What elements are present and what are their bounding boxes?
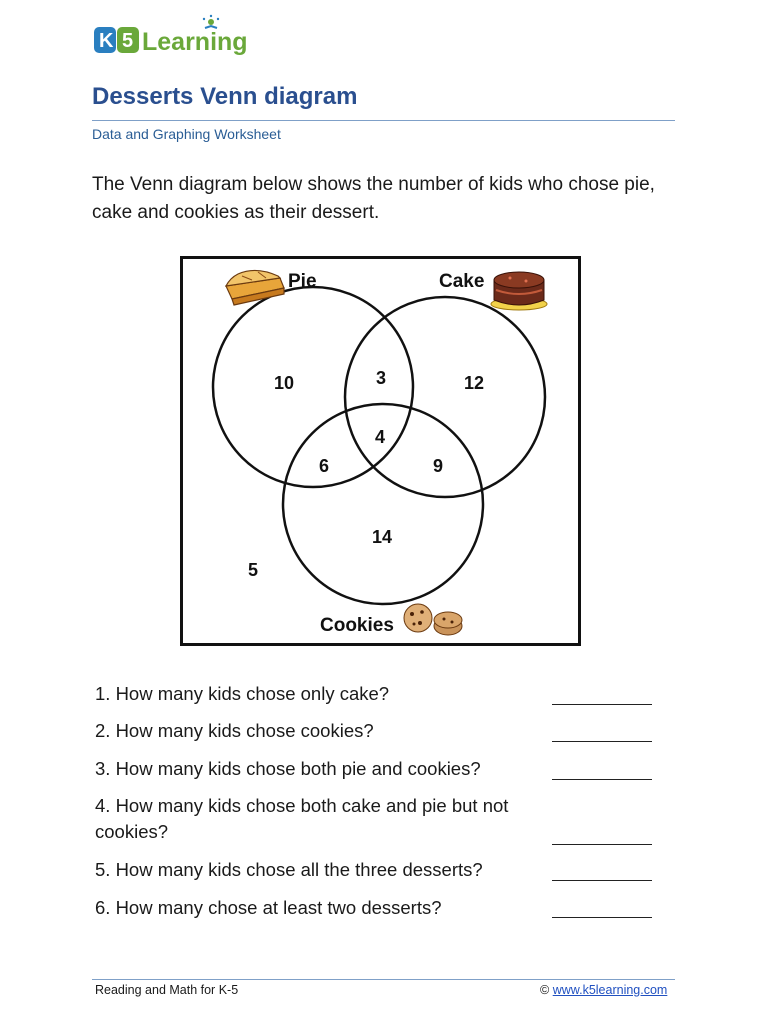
region-cake-only: 12: [464, 373, 485, 393]
intro-text: The Venn diagram below shows the number of kids who chose pie, cake and cookies as their dessert.: [92, 174, 655, 223]
k5-learning-logo: [92, 14, 262, 65]
region-cake-cookies: 9: [433, 456, 444, 476]
question-4-continued: cookies?: [95, 821, 169, 842]
logo-learning: Learning: [142, 28, 248, 56]
pie-label: Pie: [288, 271, 317, 292]
question-1: 1. How many kids chose only cake?: [95, 683, 390, 704]
question-2: 2. How many kids chose cookies?: [95, 720, 374, 741]
answer-blank-6[interactable]: [552, 917, 652, 918]
page-title: Desserts Venn diagram: [92, 83, 358, 110]
region-pie-cake: 3: [376, 368, 387, 388]
region-cookies-only: 14: [372, 527, 393, 547]
venn-diagram: [180, 256, 582, 653]
page-subtitle: Data and Graphing Worksheet: [92, 126, 281, 142]
question-6: 6. How many chose at least two desserts?: [95, 897, 442, 918]
footer-copyright: [540, 983, 667, 997]
logo-star-person-icon: [203, 15, 219, 28]
footer-tagline: Reading and Math for K-5: [95, 983, 239, 997]
region-pie-only: 10: [274, 373, 295, 393]
logo-k: K: [99, 30, 114, 52]
region-all-three: 4: [375, 427, 386, 447]
answer-blank-4[interactable]: [552, 844, 652, 845]
venn-frame: [182, 258, 580, 645]
answer-blank-1[interactable]: [552, 704, 652, 705]
cake-icon: [491, 272, 547, 310]
answer-blank-5[interactable]: [552, 880, 652, 881]
cookies-label: Cookies: [320, 615, 394, 636]
question-3: 3. How many kids chose both pie and cookies?: [95, 758, 481, 779]
header-divider: [92, 120, 675, 121]
region-none: 5: [248, 560, 259, 580]
footer-website-link[interactable]: www.k5learning.com: [552, 983, 668, 997]
copyright-symbol: ©: [540, 983, 550, 997]
region-pie-cookies: 6: [319, 456, 330, 476]
answer-blank-3[interactable]: [552, 779, 652, 780]
question-5: 5. How many kids chose all the three desserts?: [95, 859, 483, 880]
question-4: 4. How many kids chose both cake and pie but not: [95, 795, 509, 816]
footer-divider: [92, 979, 675, 980]
cake-label: Cake: [439, 271, 485, 292]
answer-blank-2[interactable]: [552, 741, 652, 742]
logo-5: 5: [122, 30, 134, 52]
